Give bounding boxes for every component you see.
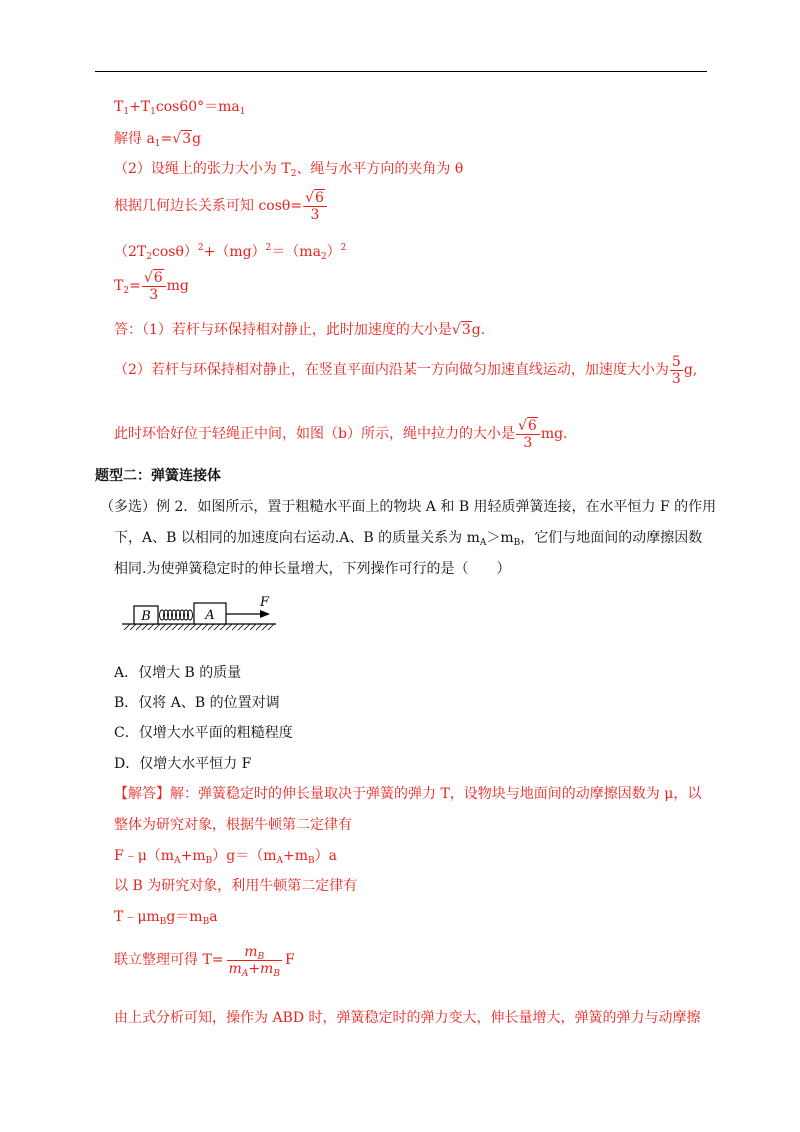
sqrt-expression: √3	[172, 131, 192, 147]
block-b-label: B	[141, 609, 151, 624]
fraction: $\frac{m_B}{m_A+m_B}$	[228, 943, 280, 979]
question-line-2: 下，A、B 以相同的加速度向右运动.A、B 的质量关系为 $m_A>m_B$，它们与地面间的动摩擦因数	[114, 530, 703, 548]
solution-line-1: 【解答】解：弹簧稳定时的伸长量取决于弹簧的弹力 T，设物块与地面间的动摩擦因数为 μ，以	[114, 786, 702, 802]
equation-line-2: 解得 $a_1=√3g$	[114, 131, 202, 149]
part2-intro-line: （2）设绳上的张力大小为 $T_2$、绳与水平方向的夹角为 θ	[114, 161, 464, 179]
equation-line-3: $(2T_2\cos\theta)^2+(mg)^2=(ma_2)^2$	[114, 243, 347, 262]
section-title: 题型二：弹簧连接体	[95, 468, 221, 484]
solution-line-4: 由上式分析可知，操作为 ABD 时，弹簧稳定时的弹力变大，伸长量增大，弹簧的弹力与动摩擦	[114, 1010, 701, 1026]
equation-line-6: $T﹣\mu m_Bg=m_Ba$	[114, 909, 218, 927]
option-b: B．仅将 A、B 的位置对调	[114, 695, 280, 711]
sqrt-expression: √3	[451, 322, 471, 338]
solution-line-3: 以 B 为研究对象，利用牛顿第二定律有	[114, 878, 358, 894]
equation-line-1: $T_1+T_1\cos 60^\circ=ma_1$	[114, 99, 246, 117]
question-line-1: （多选）例 2．如图所示，置于粗糙水平面上的物块 A 和 B 用轻质弹簧连接，在水平恒力 F 的作用	[100, 499, 717, 515]
block-a-label: A	[205, 608, 215, 623]
spring-blocks-figure	[120, 596, 280, 636]
header-rule	[95, 71, 707, 72]
fraction: $\frac{√6}{3}$	[142, 270, 166, 303]
answer-line-2: （2）若杆与环保持相对静止，在竖直平面内沿某一方向做匀加速直线运动，加速度大小为 $\frac{5}{3}$ g,	[114, 353, 698, 387]
equation-line-7: 联立整理可得 T= $\frac{m_B}{m_A+m_B}$ F	[114, 943, 295, 979]
equation-line-4: $T_2=$ $\frac{√6}{3}$ mg	[114, 269, 189, 303]
answer-line-3: 此时环恰好位于轻绳正中间，如图（b）所示，绳中拉力的大小是 $\frac{√6}{3}$ mg.	[114, 417, 568, 451]
fraction: $\frac{√6}{3}$	[303, 190, 327, 223]
option-d: D．仅增大水平恒力 F	[114, 756, 252, 772]
question-line-3: 相同.为使弹簧稳定时的伸长量增大，下列操作可行的是（ ）	[114, 561, 511, 577]
fraction: $\frac{√6}{3}$	[516, 418, 540, 451]
option-a: A．仅增大 B 的质量	[114, 665, 242, 681]
fraction: $\frac{5}{3}$	[671, 353, 681, 387]
spring	[160, 610, 193, 620]
solution-line-2: 整体为研究对象，根据牛顿第二定律有	[114, 817, 352, 833]
option-c: C．仅增大水平面的粗糙程度	[114, 725, 293, 741]
cos-line: 根据几何边长关系可知 cosθ= $\frac{√6}{3}$	[114, 188, 328, 224]
equation-line-5: $F﹣\mu(m_A+m_B)g=(m_A+m_B)a$	[114, 848, 337, 866]
force-label: F	[260, 596, 270, 610]
answer-line-1: 答：（1）若杆与环保持相对静止，此时加速度的大小是√3g.	[114, 322, 486, 338]
